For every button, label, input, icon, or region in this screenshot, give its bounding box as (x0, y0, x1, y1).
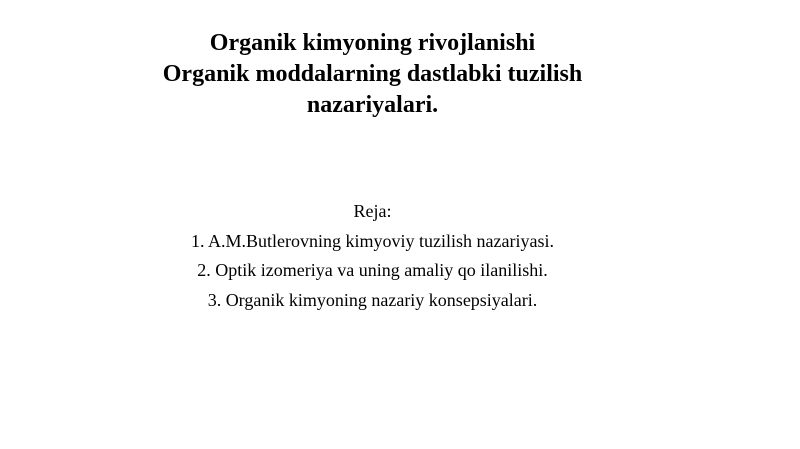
plan-heading: Reja: (353, 201, 392, 221)
plan-item-2: 2. Optik izomeriya va uning amaliy qo ilanilishi. (197, 260, 548, 280)
title-line-2: Organik moddalarning dastlabki tuzilish (162, 61, 583, 87)
title-line-3: nazariyalari. (306, 92, 439, 118)
title-line-1: Organik kimyoning rivojlanishi (209, 30, 536, 56)
slide-title (100, 28, 645, 121)
plan-item-1: 1. A.M.Butlerovning kimyoviy tuzilish nazariyasi. (191, 230, 554, 251)
plan-section (100, 197, 645, 315)
plan-item-3: 3. Organik kimyoning nazariy konsepsiyalari. (207, 289, 538, 310)
